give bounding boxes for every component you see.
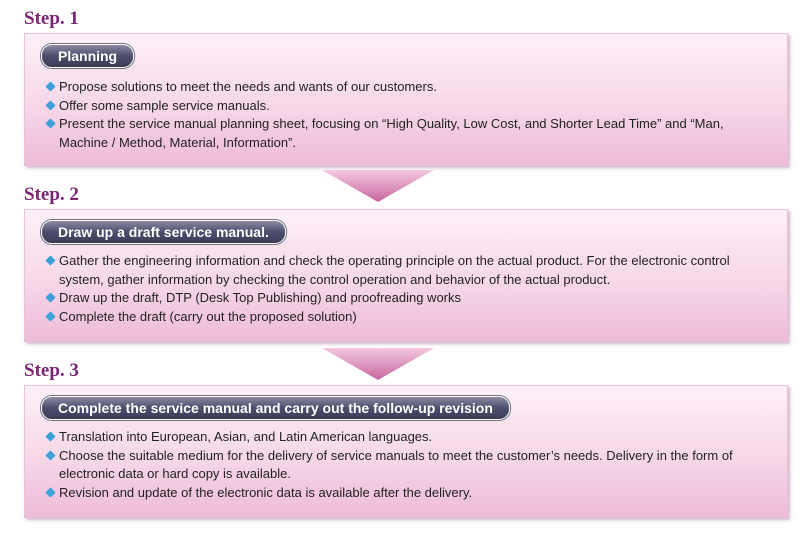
list-item [45,447,763,484]
list-item [45,484,763,503]
step-2-panel [24,209,788,342]
step-3-panel [24,385,788,518]
diamond-bullet-icon [45,487,55,497]
step-3-title-pill: Complete the service manual and carry out the follow-up revision [41,396,510,420]
step-1-bullet-list [45,78,763,152]
list-item [45,252,763,289]
list-item [45,115,763,152]
step-1-heading: Step. 1 [24,8,79,29]
bullet-text: Revision and update of the electronic data is available after the delivery. [59,484,473,500]
list-item [45,78,763,97]
bullet-text: Draw up the draft, DTP (Desk Top Publishing) and proofreading works [59,290,461,305]
step-3-bullet-list [45,428,763,502]
list-item [45,289,763,308]
diamond-bullet-icon [45,311,55,321]
bullet-text: Choose the suitable medium for the delivery of service manuals to meet the customer’s needs. Delivery in the form of electronic data or hard copy is available. [59,447,733,481]
step-1-panel [24,33,788,166]
list-item [45,308,763,327]
step-1-title-pill: Planning [41,44,134,68]
diamond-bullet-icon [45,255,55,265]
diamond-bullet-icon [45,100,55,110]
bullet-text: Complete the draft (carry out the proposed solution) [59,308,357,324]
bullet-text: Present the service manual planning sheet, focusing on “High Quality, Low Cost, and Shorter Lead Time” and “Man, Machine / Method, Material, Information”. [59,116,724,150]
bullet-text: Propose solutions to meet the needs and wants of our customers. [59,79,437,94]
diamond-bullet-icon [45,292,55,302]
list-item [45,97,763,116]
bullet-text: Translation into European, Asian, and Latin American languages. [59,429,433,444]
step-3-heading: Step. 3 [24,360,79,381]
diamond-bullet-icon [45,450,55,460]
down-arrow-icon [322,170,434,202]
diamond-bullet-icon [45,81,55,91]
bullet-text: Offer some sample service manuals. [59,97,270,113]
diamond-bullet-icon [45,431,55,441]
down-arrow-icon [322,348,434,380]
step-2-title-pill: Draw up a draft service manual. [41,220,286,244]
step-2-bullet-list [45,252,763,326]
step-2-heading: Step. 2 [24,184,79,205]
list-item [45,428,763,447]
diamond-bullet-icon [45,118,55,128]
bullet-text: Gather the engineering information and check the operating principle on the actual product. For the electronic control system, gather information by checking the control operation and behavior of the actual product. [59,253,730,287]
